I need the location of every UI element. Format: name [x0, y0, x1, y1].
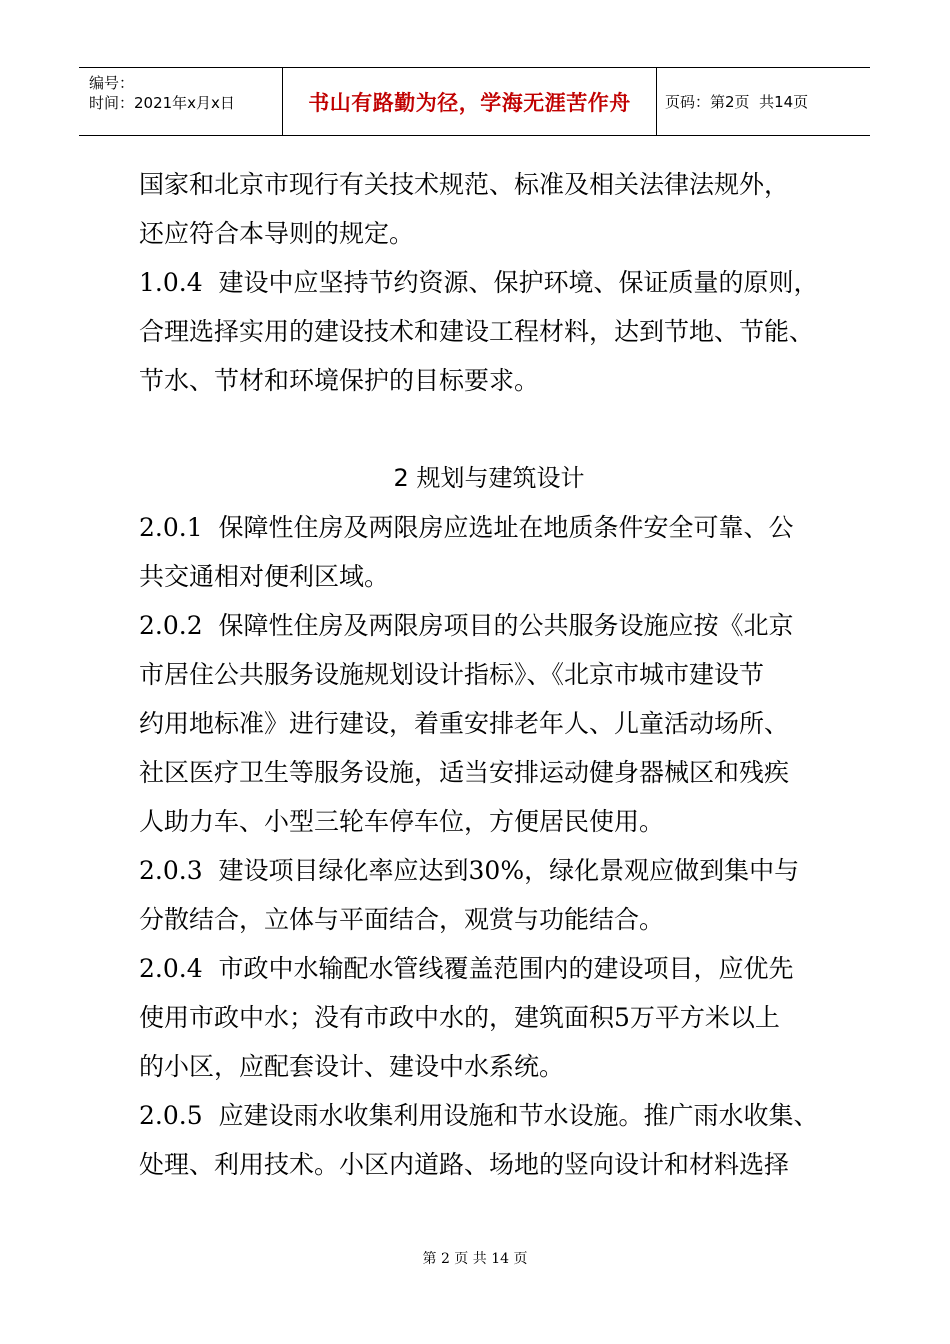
document-body — [139, 160, 839, 1189]
page-header — [79, 67, 870, 136]
section-line: 社区医疗卫生等服务设施，适当安排运动健身器械区和残疾 — [139, 758, 790, 787]
body-line: 合理选择实用的建设技术和建设工程材料，达到节地、节能、 — [139, 317, 815, 346]
header-motto: 书山有路勤为径，学海无涯苦作舟 — [283, 68, 657, 135]
page-footer: 第 2 页 共 14 页 — [422, 1251, 528, 1267]
body-line: 国家和北京市现行有关技术规范、标准及相关法律法规外， — [139, 170, 790, 199]
section-line: 2.0.5 应建设雨水收集利用设施和节水设施。推广雨水收集、 — [139, 1101, 819, 1130]
section-line: 2.0.4 市政中水输配水管线覆盖范围内的建设项目，应优先 — [139, 954, 794, 983]
section-line: 使用市政中水；没有市政中水的，建筑面积5万平方米以上 — [139, 1003, 780, 1032]
paragraph-spacer — [139, 405, 839, 454]
header-page-info: 页码：第2页 共14页 — [665, 93, 809, 111]
section-line: 约用地标准》进行建设，着重安排老年人、儿童活动场所、 — [139, 709, 790, 738]
body-line: 节水、节材和环境保护的目标要求。 — [139, 366, 540, 395]
section-line: 2.0.2 保障性住房及两限房项目的公共服务设施应按《北京 — [139, 611, 794, 640]
section-line: 处理、利用技术。小区内道路、场地的竖向设计和材料选择 — [139, 1150, 790, 1179]
section-heading: 2 规划与建筑设计 — [393, 464, 585, 492]
section-line: 的小区，应配套设计、建设中水系统。 — [139, 1052, 565, 1081]
section-line: 共交通相对便利区域。 — [139, 562, 390, 591]
section-line: 人助力车、小型三轮车停车位，方便居民使用。 — [139, 807, 665, 836]
header-meta — [79, 68, 283, 135]
document-date: 时间：2021年x月x日 — [89, 94, 235, 112]
section-line: 分散结合，立体与平面结合，观赏与功能结合。 — [139, 905, 665, 934]
section-line: 市居住公共服务设施规划设计指标》、《北京市城市建设节 — [139, 660, 765, 689]
body-line: 1.0.4 建设中应坚持节约资源、保护环境、保证质量的原则， — [139, 268, 819, 297]
document-number-label: 编号： — [89, 74, 135, 92]
section-line: 2.0.3 建设项目绿化率应达到30%，绿化景观应做到集中与 — [139, 856, 800, 885]
section-line: 2.0.1 保障性住房及两限房应选址在地质条件安全可靠、公 — [139, 513, 794, 542]
body-line: 还应符合本导则的规定。 — [139, 219, 415, 248]
